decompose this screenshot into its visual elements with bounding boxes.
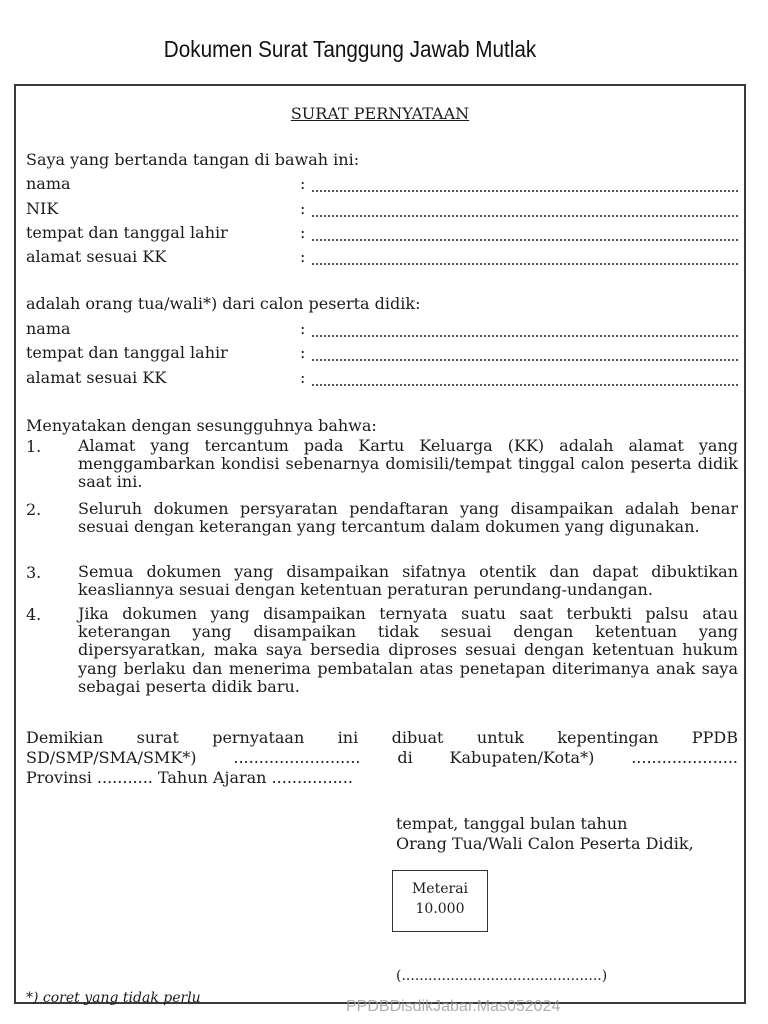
field-label: tempat dan tanggal lahir	[26, 223, 228, 242]
field-label: alamat sesuai KK	[26, 247, 167, 266]
place-date-text: tempat, tanggal bulan tahun	[396, 814, 628, 833]
intro-text: Saya yang bertanda tangan di bawah ini:	[26, 150, 360, 169]
field-label: nama	[26, 319, 71, 338]
page-title: Dokumen Surat Tanggung Jawab Mutlak	[163, 36, 537, 62]
watermark: PPDBDisdikJabar.Mas052024	[346, 998, 561, 1015]
student-field-nama	[26, 319, 738, 341]
statement-number: 4.	[26, 605, 42, 624]
statement-intro-text: Menyatakan dengan sesungguhnya bahwa:	[26, 416, 377, 435]
statement-text: Seluruh dokumen persyaratan pendaftaran yang disampaikan adalah benar sesuai dengan keterangan yang tercantum dalam dokumen yang digunakan.	[78, 499, 738, 537]
fill-in-line	[312, 335, 738, 337]
closing-line-1: Demikian surat pernyataan ini dibuat untuk kepentingan PPDB	[26, 728, 738, 747]
fill-in-line	[312, 384, 738, 386]
field-colon: :	[300, 343, 306, 362]
signer-role-text: Orang Tua/Wali Calon Peserta Didik,	[396, 834, 694, 853]
parent-intro-text: adalah orang tua/wali*) dari calon peserta didik:	[26, 294, 421, 313]
stamp-label: Meterai	[411, 881, 469, 897]
signer-field-nik	[26, 199, 738, 221]
signer-field-nama	[26, 174, 738, 196]
footnote: *) coret yang tidak perlu	[26, 990, 201, 1006]
field-colon: :	[300, 247, 306, 266]
signer-field-birth	[26, 223, 738, 245]
statement-number: 3.	[26, 563, 42, 582]
student-field-birth	[26, 343, 738, 365]
statement-form	[14, 84, 746, 1004]
field-colon: :	[300, 199, 306, 218]
stamp-value: 10.000	[415, 901, 465, 917]
field-label: tempat dan tanggal lahir	[26, 343, 228, 362]
field-colon: :	[300, 319, 306, 338]
statement-number: 2.	[26, 500, 42, 519]
field-label: alamat sesuai KK	[26, 368, 167, 387]
signature-line: (.............................................)	[396, 968, 608, 984]
stamp-box	[392, 870, 488, 932]
student-field-address	[26, 368, 738, 390]
statement-text: Semua dokumen yang disampaikan sifatnya otentik dan dapat dibuktikan keasliannya sesuai dengan ketentuan peraturan perundang-undangan.	[78, 562, 738, 600]
field-label: nama	[26, 174, 71, 193]
fill-in-line	[312, 263, 738, 265]
field-label: NIK	[26, 199, 59, 218]
fill-in-line	[312, 359, 738, 361]
statement-number: 1.	[26, 437, 42, 456]
field-colon: :	[300, 368, 306, 387]
statement-text: Jika dokumen yang disampaikan ternyata suatu saat terbukti palsu atau keterangan yang disampaikan tidak sesuai dengan ketentuan yang dipersyaratkan, maka saya bersedia diproses sesuai dengan ketentuan hukum yang berlaku dan menerima pembatalan atas penetapan diterimanya anak saya sebagai peserta didik baru.	[78, 604, 738, 696]
document-heading: SURAT PERNYATAAN	[290, 104, 470, 123]
closing-line-2: SD/SMP/SMA/SMK*) ......................... di Kabupaten/Kota*) .....................	[26, 748, 738, 767]
statement-text: Alamat yang tercantum pada Kartu Keluarga (KK) adalah alamat yang menggambarkan kondisi sebenarnya domisili/tempat tinggal calon peserta didik saat ini.	[78, 436, 738, 492]
fill-in-line	[312, 190, 738, 192]
fill-in-line	[312, 239, 738, 241]
field-colon: :	[300, 174, 306, 193]
fill-in-line	[312, 215, 738, 217]
closing-line-3: Provinsi ........... Tahun Ajaran ................	[26, 768, 353, 787]
field-colon: :	[300, 223, 306, 242]
signer-field-address	[26, 247, 738, 269]
